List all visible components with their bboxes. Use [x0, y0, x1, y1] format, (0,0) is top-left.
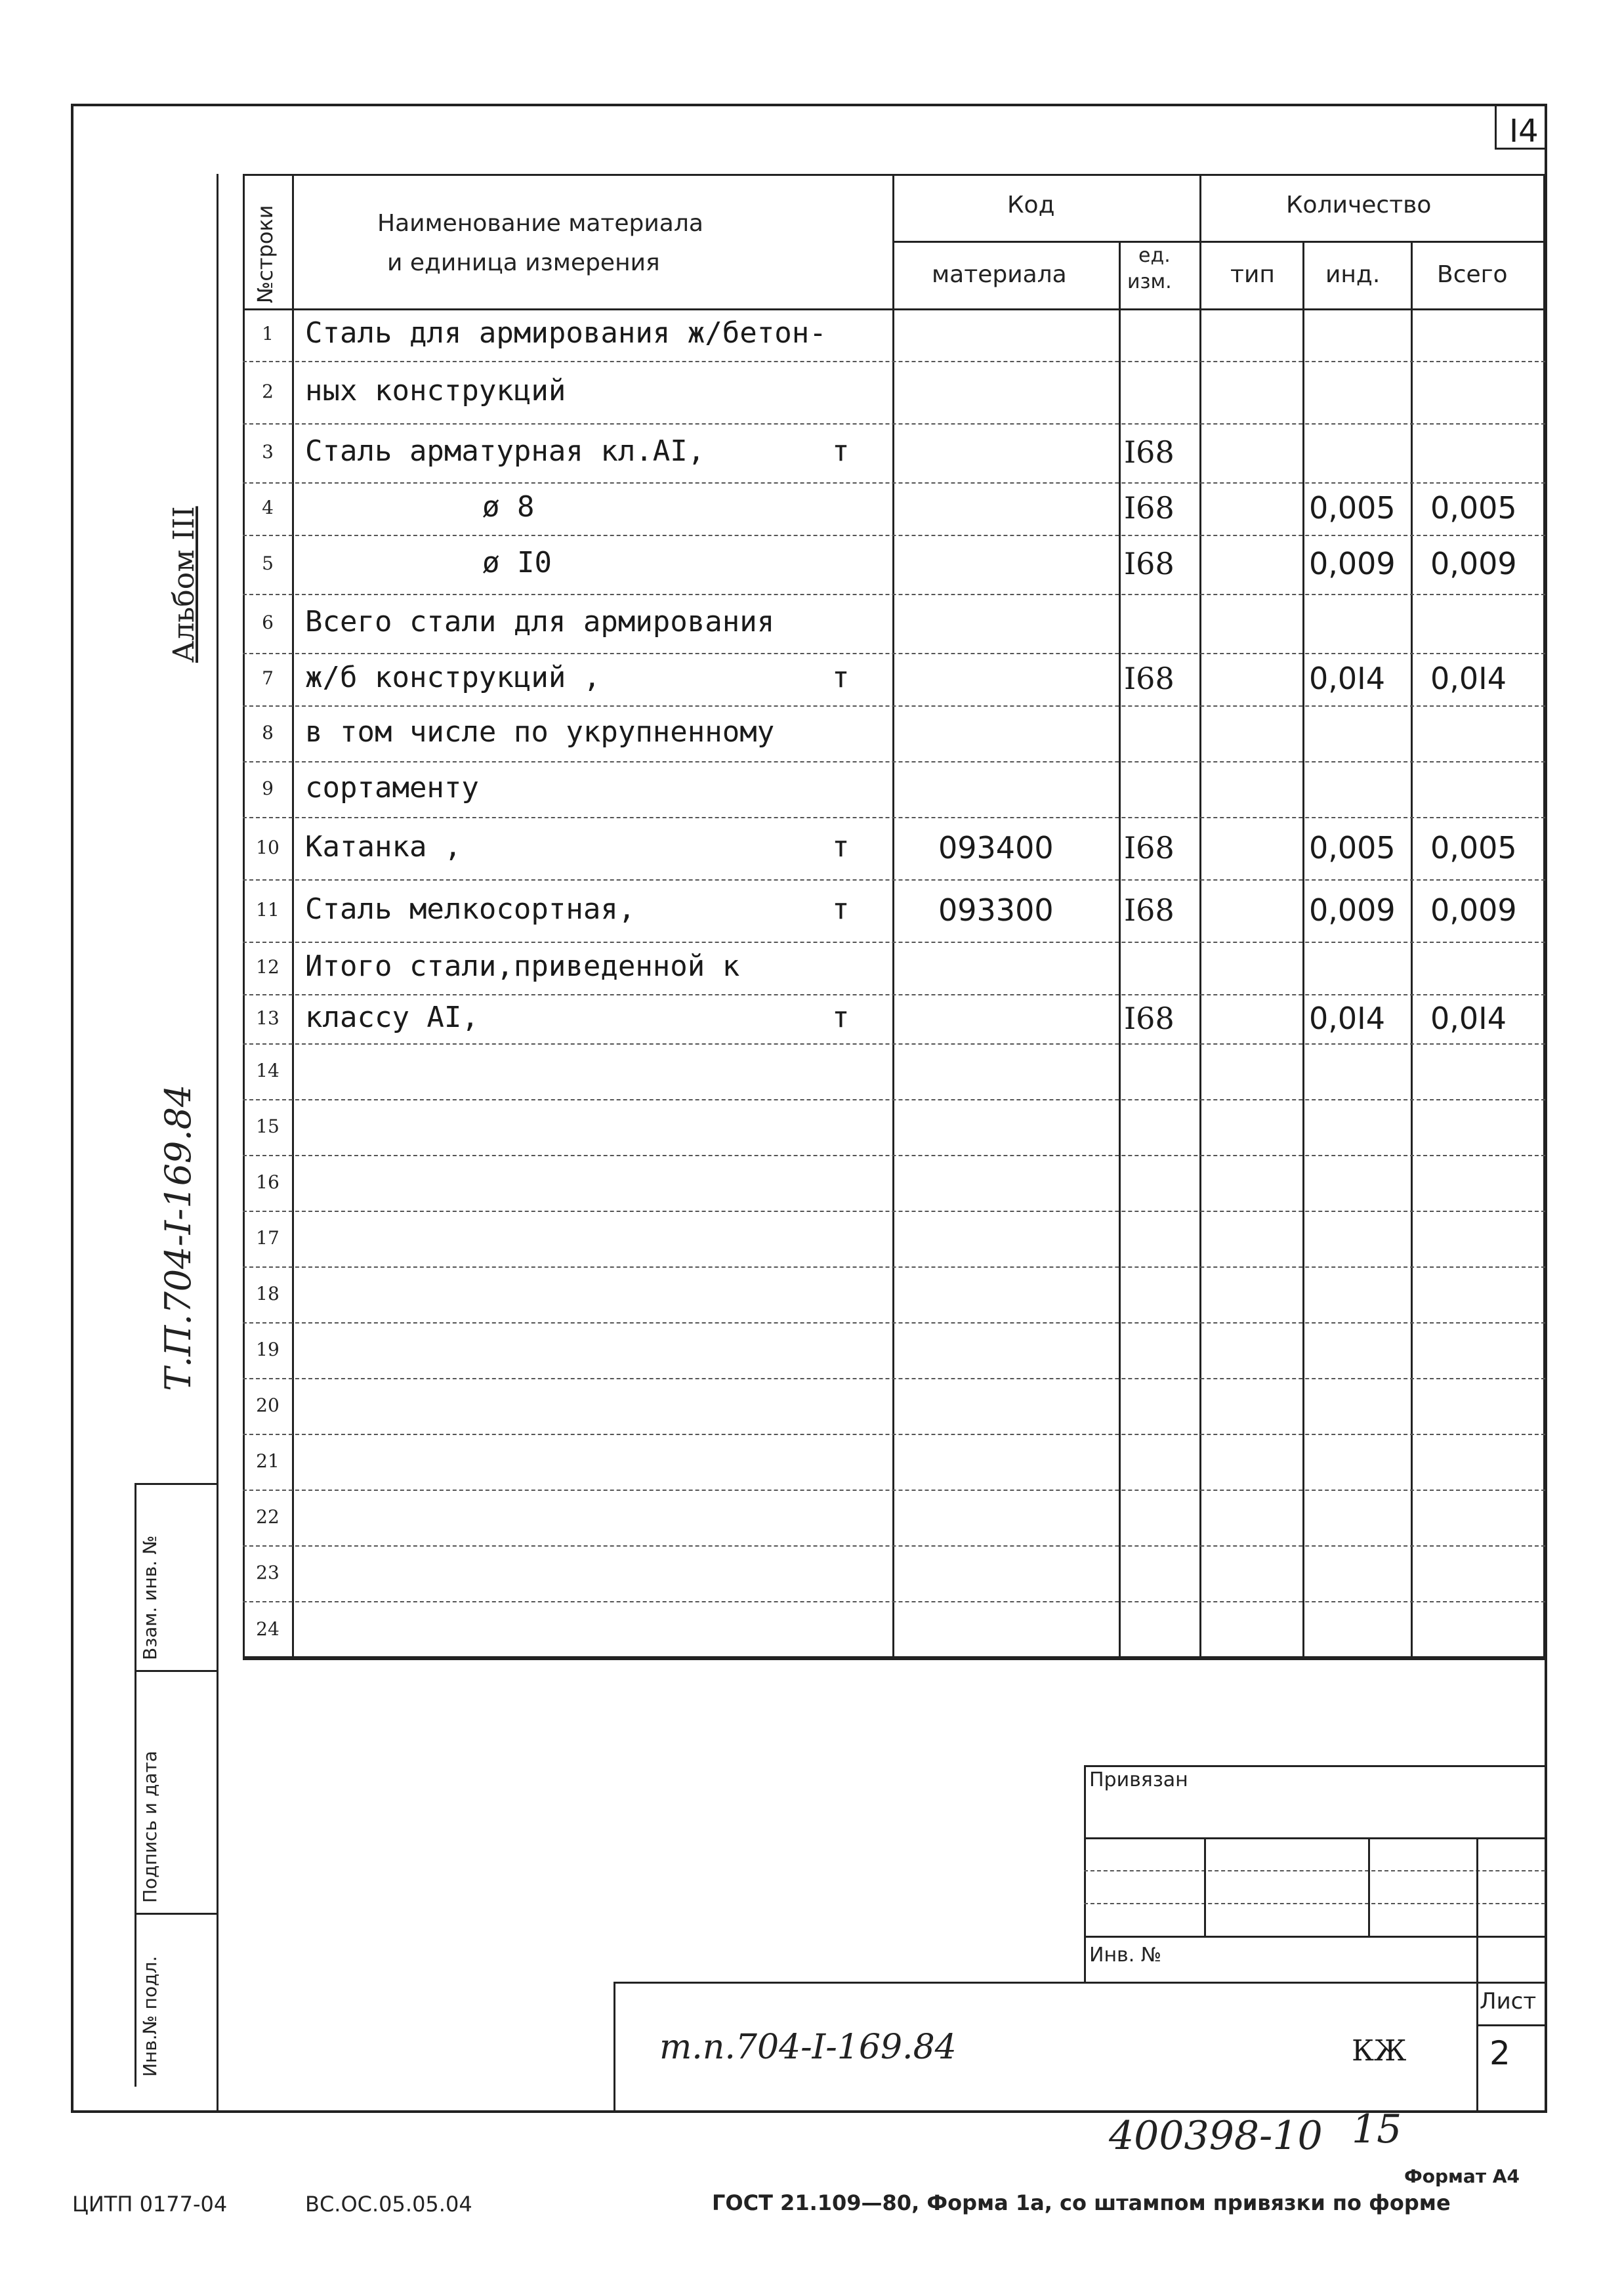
- row-name: Всего стали для армирования: [305, 605, 775, 638]
- header-material: материала: [932, 261, 1067, 288]
- row-unit-name: т: [832, 892, 850, 926]
- row-total: 0,005: [1430, 490, 1517, 526]
- side-sign-date: Подпись и дата: [139, 1751, 161, 1903]
- header-unit-2: изм.: [1127, 270, 1172, 293]
- header-individual: инд.: [1325, 261, 1381, 288]
- footer-mid: ВС.ОС.05.05.04: [305, 2192, 472, 2217]
- title-doc-code: т.п.704-I-169.84: [659, 2028, 957, 2067]
- row-number: 4: [262, 497, 274, 518]
- row-separator: [243, 1322, 1545, 1324]
- row-separator: [243, 1266, 1545, 1268]
- row-name: Сталь мелкосортная,: [305, 892, 636, 926]
- row-unit-code: I68: [1124, 661, 1175, 696]
- row-number: 21: [256, 1450, 280, 1472]
- row-name: Итого стали,приведенной к: [305, 950, 740, 983]
- sheet-label: Лист: [1480, 1988, 1537, 2014]
- footer-format: Формат А4: [1404, 2165, 1520, 2187]
- side-inv-podl: Инв.№ подл.: [139, 1955, 161, 2077]
- row-number: 17: [256, 1226, 280, 1249]
- side-strip-border: [217, 174, 218, 2113]
- stamp-privyazan: Привязан: [1089, 1768, 1188, 1791]
- stamp-inv-no: Инв. №: [1089, 1944, 1162, 1967]
- row-unit-code: I68: [1124, 892, 1175, 928]
- row-unit-code: I68: [1124, 490, 1175, 526]
- row-material-code: 093300: [938, 892, 1054, 928]
- side-stamp-line-2: [135, 1913, 217, 1915]
- col-line-type: [1302, 241, 1304, 1658]
- row-number: 5: [262, 553, 274, 574]
- col-line-name: [892, 174, 894, 1658]
- row-ind: 0,0I4: [1309, 1000, 1385, 1036]
- row-name: ø I0: [482, 546, 552, 579]
- row-unit-name: т: [832, 829, 850, 864]
- row-separator: [243, 1043, 1545, 1045]
- row-name: сортаменту: [305, 770, 479, 804]
- row-separator: [243, 761, 1545, 762]
- row-unit-code: I68: [1124, 546, 1175, 581]
- row-number: 15: [256, 1115, 280, 1137]
- row-separator: [243, 1601, 1545, 1602]
- row-separator: [243, 994, 1545, 995]
- row-number: 8: [262, 721, 274, 743]
- row-number: 6: [262, 612, 274, 633]
- footer-right: ГОСТ 21.109—80, Форма 1а, со штампом привязки по форме: [712, 2190, 1451, 2215]
- row-separator: [243, 1099, 1545, 1100]
- row-number: 24: [256, 1618, 280, 1640]
- stamp-col-3: [1476, 1837, 1478, 1982]
- row-total: 0,0I4: [1430, 661, 1507, 696]
- row-unit-code: I68: [1124, 829, 1175, 866]
- row-number: 11: [256, 898, 280, 921]
- side-vzam-inv: Взам. инв. №: [139, 1535, 161, 1660]
- row-ind: 0,009: [1309, 546, 1396, 581]
- row-separator: [243, 817, 1545, 818]
- page-number: I4: [1509, 113, 1539, 150]
- header-name-line2: и единица измерения: [387, 249, 660, 276]
- header-mid-line-qty: [1199, 241, 1545, 243]
- header-type: тип: [1230, 261, 1275, 288]
- row-number: 7: [262, 667, 274, 689]
- row-separator: [243, 535, 1545, 536]
- row-unit-code: I68: [1124, 434, 1175, 470]
- row-unit-code: I68: [1124, 1000, 1175, 1036]
- col-line-material: [1119, 241, 1121, 1658]
- row-unit-name: т: [832, 1000, 850, 1034]
- row-name: ж/б конструкций ,: [305, 661, 601, 694]
- row-separator: [243, 1378, 1545, 1379]
- row-separator: [243, 361, 1545, 362]
- row-ind: 0,0I4: [1309, 661, 1385, 696]
- row-separator: [243, 423, 1545, 425]
- row-number: 20: [256, 1394, 280, 1416]
- row-total: 0,009: [1430, 892, 1517, 928]
- header-mid-line-code: [892, 241, 1199, 243]
- row-separator: [243, 653, 1545, 654]
- col-line-rowno: [292, 174, 294, 1658]
- header-total: Всего: [1437, 261, 1508, 288]
- stamp-col-1: [1204, 1837, 1206, 1936]
- header-unit-1: ед.: [1138, 244, 1171, 267]
- row-unit-name: т: [832, 434, 850, 468]
- footer-left: ЦИТП 0177-04: [72, 2192, 228, 2217]
- header-name-line1: Наименование материала: [377, 210, 703, 237]
- row-name: классу АI,: [305, 1000, 479, 1034]
- row-separator: [243, 594, 1545, 595]
- row-number: 22: [256, 1505, 280, 1528]
- row-number: 19: [256, 1338, 280, 1360]
- row-total: 0,005: [1430, 829, 1517, 866]
- row-number: 3: [262, 441, 274, 463]
- row-name: ных конструкций: [305, 373, 566, 407]
- row-number: 2: [262, 380, 274, 402]
- header-bottom-line: [243, 308, 1545, 310]
- row-total: 0,0I4: [1430, 1000, 1507, 1036]
- row-name: в том числе по укрупненному: [305, 715, 775, 749]
- side-stamp-line-1: [135, 1670, 217, 1672]
- row-total: 0,009: [1430, 546, 1517, 581]
- row-separator: [243, 1155, 1545, 1156]
- row-number: 10: [256, 836, 280, 858]
- row-number: 23: [256, 1561, 280, 1583]
- row-name: Катанка ,: [305, 829, 462, 864]
- row-material-code: 093400: [938, 829, 1054, 866]
- row-number: 9: [262, 777, 274, 799]
- row-number: 14: [256, 1059, 280, 1081]
- row-separator: [243, 482, 1545, 484]
- row-ind: 0,009: [1309, 892, 1396, 928]
- handwritten-sheet: 15: [1352, 2106, 1402, 2152]
- row-name: Сталь для армирования ж/бетон-: [305, 316, 827, 350]
- col-line-unit: [1199, 174, 1201, 1658]
- stamp-col-2: [1368, 1837, 1370, 1936]
- header-quantity: Количество: [1286, 192, 1432, 219]
- title-block-sheet-line: [1476, 2024, 1545, 2026]
- row-number: 16: [256, 1171, 280, 1193]
- row-unit-name: т: [832, 661, 850, 694]
- row-separator: [243, 1545, 1545, 1547]
- row-number: 12: [256, 956, 280, 978]
- row-separator: [243, 1490, 1545, 1491]
- header-row-no: №строки: [253, 205, 278, 303]
- handwritten-number: 400398-10: [1109, 2113, 1323, 2159]
- row-separator: [243, 1434, 1545, 1435]
- row-separator: [243, 879, 1545, 881]
- col-line-ind: [1411, 241, 1413, 1658]
- title-mark: КЖ: [1352, 2034, 1407, 2068]
- row-separator: [243, 1658, 1545, 1660]
- row-ind: 0,005: [1309, 490, 1396, 526]
- title-block-col: [1476, 1982, 1478, 2113]
- row-number: 18: [256, 1282, 280, 1305]
- row-name: ø 8: [482, 490, 535, 524]
- album-label: Альбом III: [167, 506, 201, 663]
- row-separator: [243, 942, 1545, 943]
- row-number: 13: [256, 1007, 280, 1029]
- row-separator: [243, 1211, 1545, 1212]
- row-name: Сталь арматурная кл.АI,: [305, 434, 705, 468]
- row-separator: [243, 705, 1545, 707]
- row-ind: 0,005: [1309, 829, 1396, 866]
- header-code: Код: [1007, 192, 1055, 219]
- sheet-number: 2: [1489, 2034, 1510, 2072]
- row-number: 1: [262, 323, 274, 344]
- side-doc-code: Т.П.704-I-169.84: [157, 1084, 199, 1391]
